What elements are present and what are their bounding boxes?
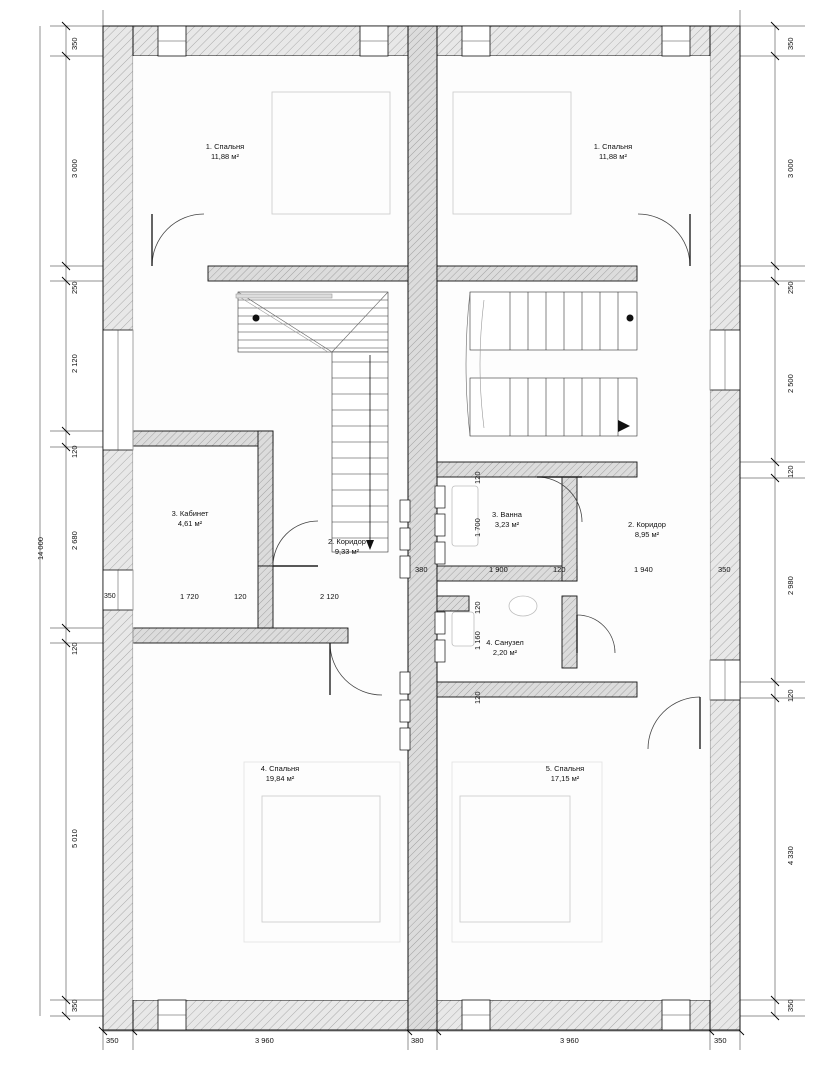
dim-right-2: 250 <box>786 281 795 294</box>
dim-inner-8: 350 <box>718 565 731 574</box>
room-label-corridor-left: 2. Коридор 9,33 м² <box>328 537 366 556</box>
dim-overall-height: 14 000 <box>36 537 45 560</box>
dim-inner-10: 1 700 <box>473 518 482 537</box>
dim-inner-13: 120 <box>473 691 482 704</box>
dim-right-8: 350 <box>786 999 795 1012</box>
room-label-office: 3. Кабинет 4,61 м² <box>171 509 209 528</box>
dim-bottom-3: 3 960 <box>560 1036 579 1045</box>
room-label-bath: 3. Ванна 3,23 м² <box>492 510 522 529</box>
dim-inner-12: 1 160 <box>473 631 482 650</box>
dim-inner-11: 120 <box>473 601 482 614</box>
dim-bottom-0: 350 <box>106 1036 119 1045</box>
dim-left-8: 350 <box>70 999 79 1012</box>
room-label-bed1-left: 1. Спальня 11,88 м² <box>205 142 245 161</box>
dim-left-3: 2 120 <box>70 354 79 373</box>
dim-left-2: 250 <box>70 281 79 294</box>
dim-inner-2: 120 <box>234 592 247 601</box>
dim-right-3: 2 500 <box>786 374 795 393</box>
room-label-bed1-right: 1. Спальня 11,88 м² <box>593 142 633 161</box>
dim-left-5: 2 680 <box>70 531 79 550</box>
dim-bottom-1: 3 960 <box>255 1036 274 1045</box>
dim-bottom-2: 380 <box>411 1036 424 1045</box>
dim-left-7: 5 010 <box>70 829 79 848</box>
room-label-wc: 4. Санузел 2,20 м² <box>486 638 524 657</box>
dim-left-6: 120 <box>70 642 79 655</box>
dim-inner-3: 2 120 <box>320 592 339 601</box>
dim-inner-9: 120 <box>473 471 482 484</box>
dim-inner-6: 120 <box>553 565 566 574</box>
room-label-bed4: 4. Спальня 19,84 м² <box>260 764 300 783</box>
dim-inner-0: 350 <box>104 593 116 600</box>
dim-inner-7: 1 940 <box>634 565 653 574</box>
dim-left-0: 350 <box>70 37 79 50</box>
dim-bottom-4: 350 <box>714 1036 727 1045</box>
dim-left-1: 3 000 <box>70 159 79 178</box>
room-label-corridor-right: 2. Коридор 8,95 м² <box>628 520 666 539</box>
dim-right-0: 350 <box>786 37 795 50</box>
dim-left-4: 120 <box>70 445 79 458</box>
dim-inner-1: 1 720 <box>180 592 199 601</box>
dim-right-4: 120 <box>786 465 795 478</box>
dim-right-1: 3 000 <box>786 159 795 178</box>
dim-right-6: 120 <box>786 689 795 702</box>
dim-right-7: 4 330 <box>786 846 795 865</box>
dim-right-5: 2 980 <box>786 576 795 595</box>
room-label-bed5: 5. Спальня 17,15 м² <box>545 764 585 783</box>
dim-inner-5: 1 900 <box>489 565 508 574</box>
dim-inner-4: 380 <box>415 565 428 574</box>
